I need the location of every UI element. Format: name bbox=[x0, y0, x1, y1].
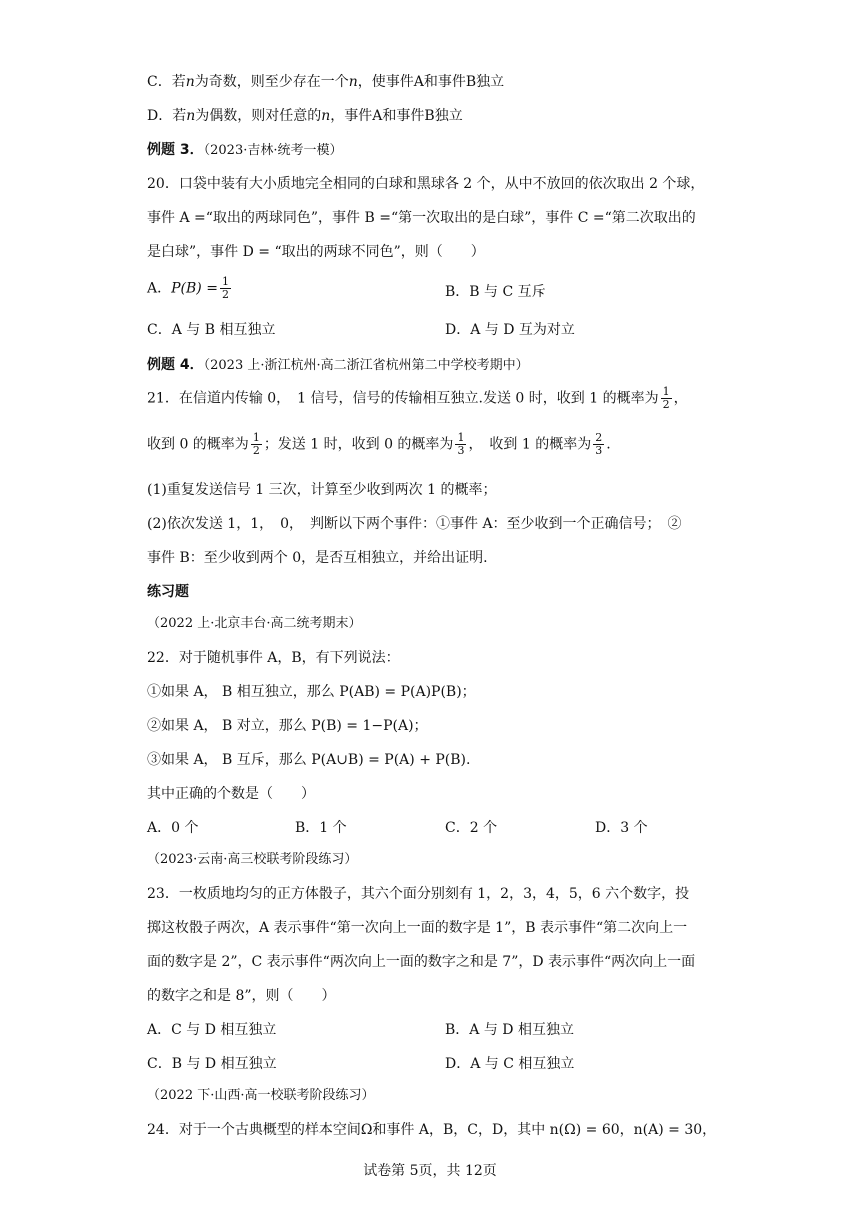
practice-heading: 练习题 bbox=[147, 584, 189, 600]
q20-option-a: A．P(B) = $\frac{1}{2}$ bbox=[147, 275, 229, 301]
q23-line-3: 面的数字是 2”，C 表示事件“两次向上一面的数字之和是 7”，D 表示事件“两次向上一面 bbox=[147, 954, 696, 970]
q20-line-3: 是白球”，事件 D = “取出的两球不同色”，则（ ） bbox=[147, 244, 485, 260]
q21-line-2: 收到 0 的概率为 $\frac{1}{2}$ ；发送 1 时，收到 0 的概率为 $\frac{1}{3}$ ， 收到 1 的概率为 $\frac{2}{3}$ . bbox=[147, 431, 611, 457]
option-c: C．若n为奇数，则至少存在一个n，使事件A和事件B独立 bbox=[147, 74, 505, 90]
q23-source: （2023·云南·高三校联考阶段练习） bbox=[147, 852, 358, 867]
q22-line-1: 22．对于随机事件 A，B，有下列说法： bbox=[147, 650, 400, 666]
q21-part-2b: 事件 B：至少收到两个 0，是否互相独立，并给出证明. bbox=[147, 550, 488, 566]
q22-option-d: D．3 个 bbox=[595, 820, 648, 836]
q23-option-c: C．B 与 D 相互独立 bbox=[147, 1056, 277, 1072]
q22-statement-3: ③如果 A， B 互斥，那么 P(A∪B) = P(A) + P(B). bbox=[147, 752, 471, 768]
q24-line-1: 24．对于一个古典概型的样本空间Ω和事件 A，B，C，D，其中 n(Ω) = 60，n(A) = 30， bbox=[147, 1122, 717, 1138]
q22-option-c: C．2 个 bbox=[445, 820, 498, 836]
page-footer: 试卷第 5页，共 12页 bbox=[363, 1163, 497, 1179]
q22-source: （2022 上·北京丰台·高二统考期末） bbox=[147, 616, 362, 631]
q21-part-2: (2)依次发送 1，1， 0， 判断以下两个事件：①事件 A：至少收到一个正确信号； ② bbox=[147, 516, 682, 532]
example-3-heading: 例题 3．（2023·吉林·统考一模） bbox=[147, 142, 343, 158]
q21-part-1: (1)重复发送信号 1 三次，计算至少收到两次 1 的概率； bbox=[147, 482, 497, 498]
option-d: D．若n为偶数，则对任意的n，事件A和事件B独立 bbox=[147, 108, 463, 124]
q20-option-c: C．A 与 B 相互独立 bbox=[147, 322, 276, 338]
q23-option-d: D．A 与 C 相互独立 bbox=[445, 1056, 575, 1072]
q20-line-1: 20．口袋中装有大小质地完全相同的白球和黑球各 2 个，从中不放回的依次取出 2 个球， bbox=[147, 176, 705, 192]
q23-line-2: 掷这枚骰子两次，A 表示事件“第一次向上一面的数字是 1”，B 表示事件“第二次向上一 bbox=[147, 920, 688, 936]
q22-statement-2: ②如果 A， B 对立，那么 P(B) = 1−P(A)； bbox=[147, 718, 428, 734]
q23-option-a: A．C 与 D 相互独立 bbox=[147, 1022, 277, 1038]
fraction: $\frac{1}{2}$ bbox=[221, 275, 229, 301]
q20-option-b: B．B 与 C 互斥 bbox=[445, 284, 546, 300]
q22-question: 其中正确的个数是（ ） bbox=[147, 786, 315, 802]
q22-statement-1: ①如果 A， B 相互独立，那么 P(AB) = P(A)P(B)； bbox=[147, 684, 476, 700]
q23-option-b: B．A 与 D 相互独立 bbox=[445, 1022, 574, 1038]
q24-source: （2022 下·山西·高一校联考阶段练习） bbox=[147, 1088, 375, 1103]
q22-option-a: A．0 个 bbox=[147, 820, 199, 836]
example-4-heading: 例题 4．（2023 上·浙江杭州·高二浙江省杭州第二中学校考期中） bbox=[147, 357, 529, 373]
q21-line-1: 21．在信道内传输 0， 1 信号，信号的传输相互独立.发送 0 时，收到 1 的概率为 $\frac{1}{2}$ ， bbox=[147, 385, 688, 411]
q23-line-4: 的数字之和是 8”，则（ ） bbox=[147, 988, 336, 1004]
q22-option-b: B．1 个 bbox=[295, 820, 347, 836]
q23-line-1: 23．一枚质地均匀的正方体骰子，其六个面分别刻有 1，2，3，4，5，6 六个数字，投 bbox=[147, 886, 690, 902]
q20-line-2: 事件 A =“取出的两球同色”，事件 B =“第一次取出的是白球”，事件 C =“第二次取出的 bbox=[147, 210, 696, 226]
q20-option-d: D．A 与 D 互为对立 bbox=[445, 322, 575, 338]
